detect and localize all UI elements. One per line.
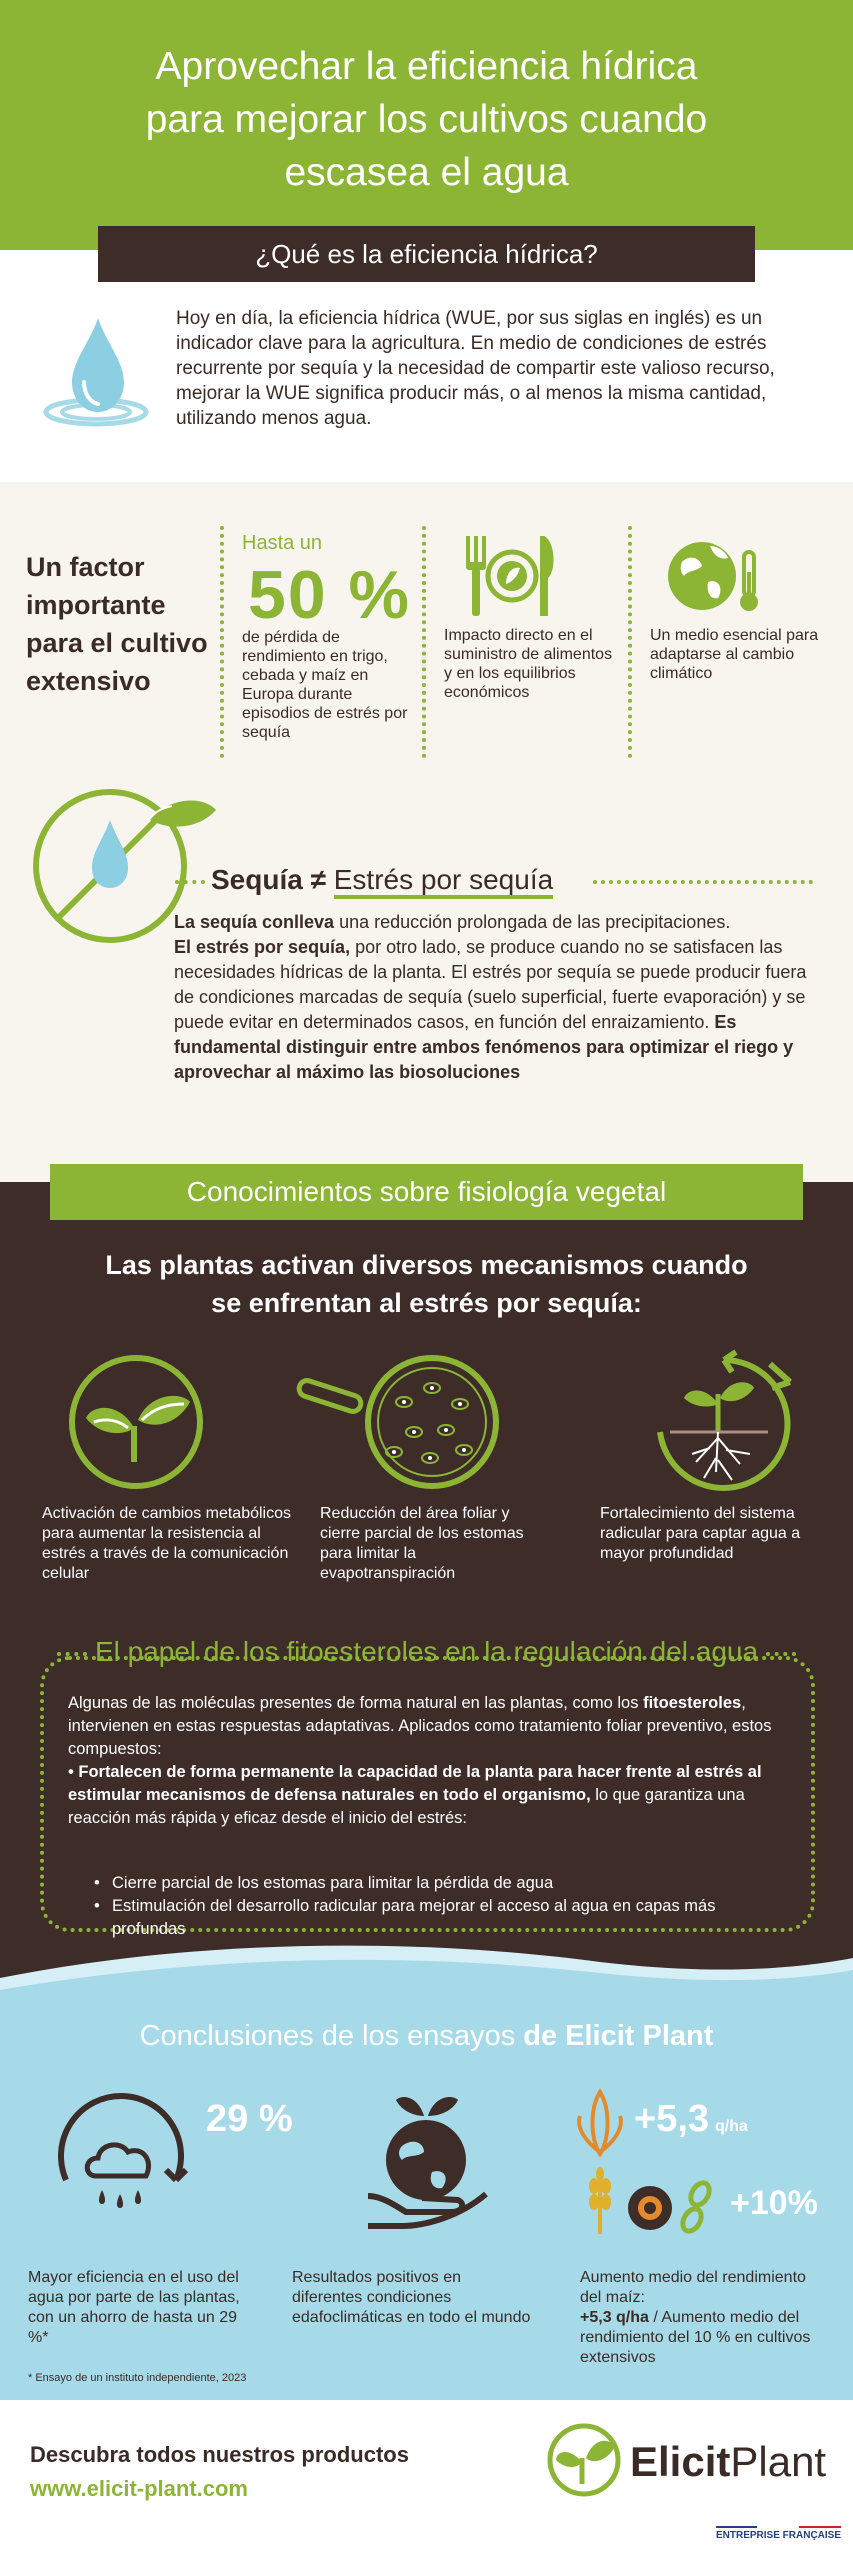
fitoesteroles-text: Algunas de las moléculas presentes de forma natural en las plantas, como los fitoesteroles, intervienen en estas respuestas adaptativas. Aplicados como tratamiento foliar preventivo, estos compuestos: • Fortalecen de forma permanente la capacidad de la planta para hacer frente al estrés al estimular mecanismos de defensa naturales en todo el organismo, lo que garantiza una reacción más rápida y eficaz desde el inicio del estrés:	[68, 1694, 772, 1827]
stat-text: Impacto directo en el suministro de alimentos y en los equilibrios económicos	[444, 627, 613, 701]
conclusion-text-2: Resultados positivos en diferentes condiciones edafoclimáticas en todo el mundo	[292, 2269, 531, 2326]
dotted-divider	[766, 1652, 796, 1656]
stat-crop-yield: +10%	[730, 2184, 818, 2222]
intro-text: Hoy en día, la eficiencia hídrica (WUE, por sus siglas en inglés) es un indicador clave para la agricultura. En medio de condiciones de estrés recurrente por sequía y la necesidad de compartir este valioso recurso, mejorar la WUE significa producir más, o al menos la misma cantidad, utilizando menos agua.	[176, 308, 775, 429]
sequia-heading	[175, 864, 815, 900]
title-line-3: escasea el agua	[284, 151, 569, 194]
intro-heading: ¿Qué es la eficiencia hídrica?	[98, 226, 755, 282]
title-line-2: para mejorar los cultivos cuando	[145, 98, 708, 141]
stat-column-climate	[628, 526, 833, 758]
intro-section	[0, 239, 853, 482]
magnifier-stomata-icon	[294, 1342, 504, 1502]
fork-plate-knife-icon	[456, 532, 566, 618]
stat-column-food	[422, 526, 627, 758]
stat-water-saving: 29 %	[206, 2098, 293, 2140]
stat-column-yield	[220, 526, 425, 758]
stat-corn-yield: +5,3 q/ha	[634, 2098, 748, 2140]
factor-title: Un factor importante para el cultivo extensivo	[26, 552, 208, 696]
french-company-badge: ENTREPRISE FRANÇAISE	[716, 2526, 841, 2541]
physiology-heading: Las plantas activan diversos mecanismos cuando se enfrentan al estrés por sequía:	[105, 1250, 748, 1318]
factor-section	[0, 482, 853, 1182]
logo-mark-icon	[546, 2422, 622, 2498]
physiology-heading-bar: Conocimientos sobre fisiología vegetal	[50, 1164, 803, 1220]
page-title	[0, 40, 853, 199]
website-link[interactable]: www.elicit-plant.com	[30, 2476, 248, 2501]
rain-cloud-icon	[46, 2090, 196, 2240]
elicit-plant-logo[interactable]	[546, 2422, 836, 2502]
corn-wheat-icon	[570, 2088, 630, 2238]
hero-banner	[0, 0, 853, 250]
stat-prefix: Hasta un	[242, 532, 323, 554]
stat-value: 50 %	[248, 557, 411, 633]
list-item: • Estimulación del desarrollo radicular para mejorar el acceso al agua en capas más profundas	[92, 1895, 752, 1941]
conclusions-title: Conclusiones de los ensayos de Elicit Plant	[139, 2020, 714, 2052]
sunflower-chain-icon	[624, 2178, 724, 2238]
list-item: • Cierre parcial de los estomas para limitar la pérdida de agua	[92, 1872, 752, 1895]
footer-cta: Descubra todos nuestros productos	[30, 2442, 409, 2467]
globe-hand-sprout-icon	[362, 2086, 492, 2236]
water-drop-icon	[38, 312, 158, 432]
conclusions-section	[0, 1978, 853, 2400]
footer	[0, 2400, 853, 2560]
mechanism-text-2: Reducción del área foliar y cierre parcial de los estomas para limitar la evapotranspiración	[320, 1505, 524, 1582]
logo-wordmark: ElicitPlant	[630, 2438, 827, 2485]
mechanism-text-1: Activación de cambios metabólicos para aumentar la resistencia al estrés a través de la comunicación celular	[42, 1505, 292, 1582]
physiology-section	[0, 1176, 853, 1978]
footnote: * Ensayo de un instituto independiente, 2023	[28, 2372, 247, 2384]
root-system-icon	[640, 1342, 800, 1502]
stat-text: Un medio esencial para adaptarse al cambio climático	[650, 627, 819, 682]
dotted-divider	[593, 880, 813, 884]
dotted-divider	[57, 1652, 87, 1656]
stat-text: de pérdida de rendimiento en trigo, cebada y maíz en Europa durante episodios de estrés por sequía	[242, 629, 408, 741]
sequia-title: Sequía ≠ Estrés por sequía	[211, 864, 553, 896]
sequia-text: La sequía conlleva una reducción prolongada de las precipitaciones. El estrés por sequía, por otro lado, se produce cuando no se satisfacen las necesidades hídricas de la planta. El estrés por sequía se puede producir fuera de condiciones marcadas de sequía (suelo superficial, fuerte evaporación) y se puede evitar en determinados casos, en función del enraizamiento. Es fundamental distinguir entre ambos fenómenos para optimizar el riego y aprovechar al máximo las biosoluciones	[174, 912, 807, 1082]
dotted-divider	[175, 880, 205, 884]
title-line-1: Aprovechar la eficiencia hídrica	[155, 45, 698, 88]
wave-divider	[0, 1928, 853, 2008]
globe-thermometer-icon	[660, 532, 770, 618]
conclusion-text-1: Mayor eficiencia en el uso del agua por parte de las plantas, con un ahorro de hasta un 29 %*	[28, 2269, 240, 2346]
cell-communication-sprout-icon	[58, 1342, 218, 1502]
mechanism-text-3: Fortalecimiento del sistema radicular para captar agua a mayor profundidad	[600, 1505, 801, 1562]
conclusion-text-3: Aumento medio del rendimiento del maíz: +5,3 q/ha / Aumento medio del rendimiento del 10 % en cultivos extensivos	[580, 2269, 811, 2366]
fitoesteroles-heading: El papel de los fitoesteroles en la regulación del agua	[0, 1636, 853, 1668]
